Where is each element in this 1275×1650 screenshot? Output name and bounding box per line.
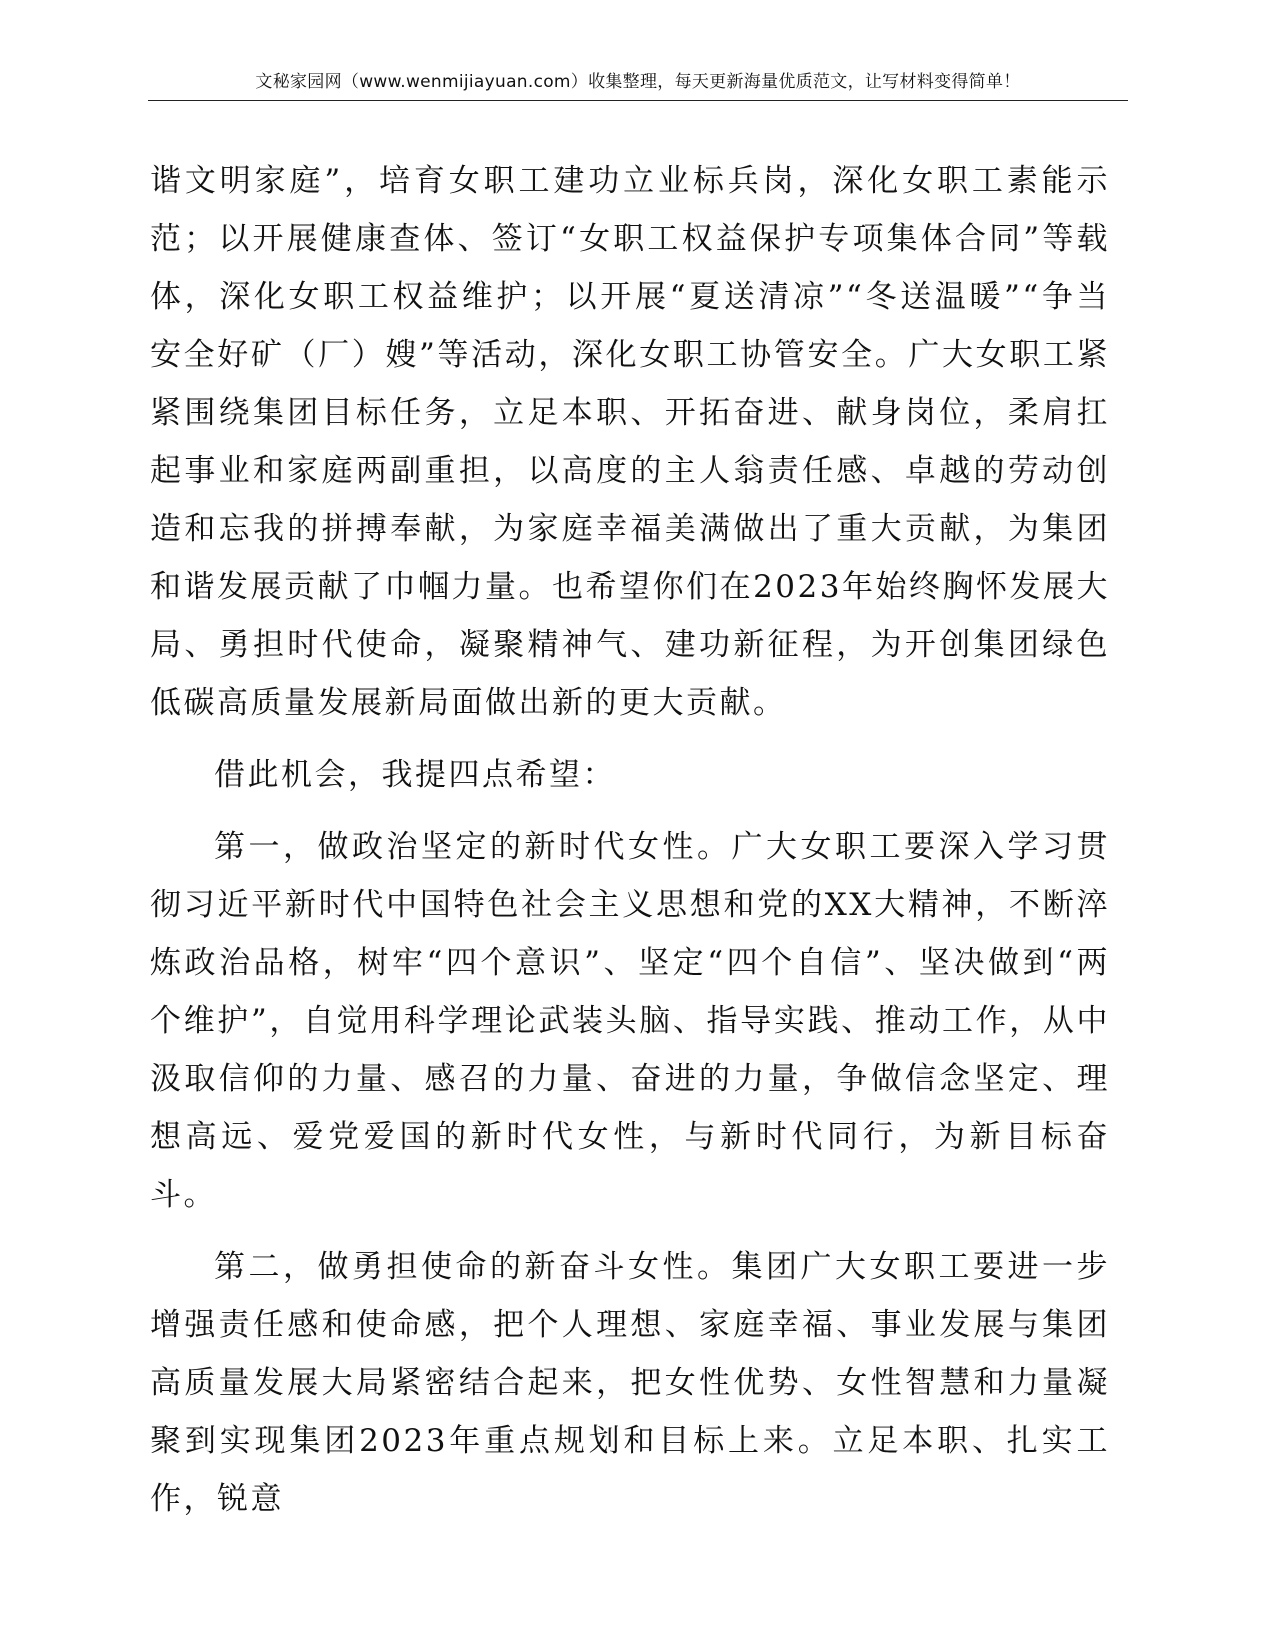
document-body — [150, 152, 1110, 1528]
paragraph-continuation: 谐文明家庭”，培育女职工建功立业标兵岗，深化女职工素能示范；以开展健康查体、签订“女职工权益保护专项集体合同”等载体，深化女职工权益维护；以开展“夏送清凉”“冬送温暖”“争当安全好矿（厂）嫂”等活动，深化女职工协管安全。广大女职工紧紧围绕集团目标任务，立足本职、开拓奋进、献身岗位，柔肩扛起事业和家庭两副重担，以高度的主人翁责任感、卓越的劳动创造和忘我的拼搏奉献，为家庭幸福美满做出了重大贡献，为集团和谐发展贡献了巾帼力量。也希望你们在2023年始终胸怀发展大局、勇担时代使命，凝聚精神气、建功新征程，为开创集团绿色低碳高质量发展新局面做出新的更大贡献。 — [150, 163, 1110, 721]
header-text: 文秘家园网（www.wenmijiayuan.com）收集整理，每天更新海量优质范文，让写材料变得简单！ — [255, 72, 1021, 92]
paragraph-second-hope: 第二，做勇担使命的新奋斗女性。集团广大女职工要进一步增强责任感和使命感，把个人理想、家庭幸福、事业发展与集团高质量发展大局紧密结合起来，把女性优势、女性智慧和力量凝聚到实现集团2023年重点规划和目标上来。立足本职、扎实工作，锐意 — [150, 1249, 1110, 1517]
page-header — [148, 70, 1128, 101]
paragraph-first-hope: 第一，做政治坚定的新时代女性。广大女职工要深入学习贯彻习近平新时代中国特色社会主义思想和党的XX大精神，不断淬炼政治品格，树牢“四个意识”、坚定“四个自信”、坚决做到“两个维护”，自觉用科学理论武装头脑、指导实践、推动工作，从中汲取信仰的力量、感召的力量、奋进的力量，争做信念坚定、理想高远、爱党爱国的新时代女性，与新时代同行，为新目标奋斗。 — [150, 829, 1110, 1213]
paragraph-intro: 借此机会，我提四点希望： — [214, 757, 616, 793]
